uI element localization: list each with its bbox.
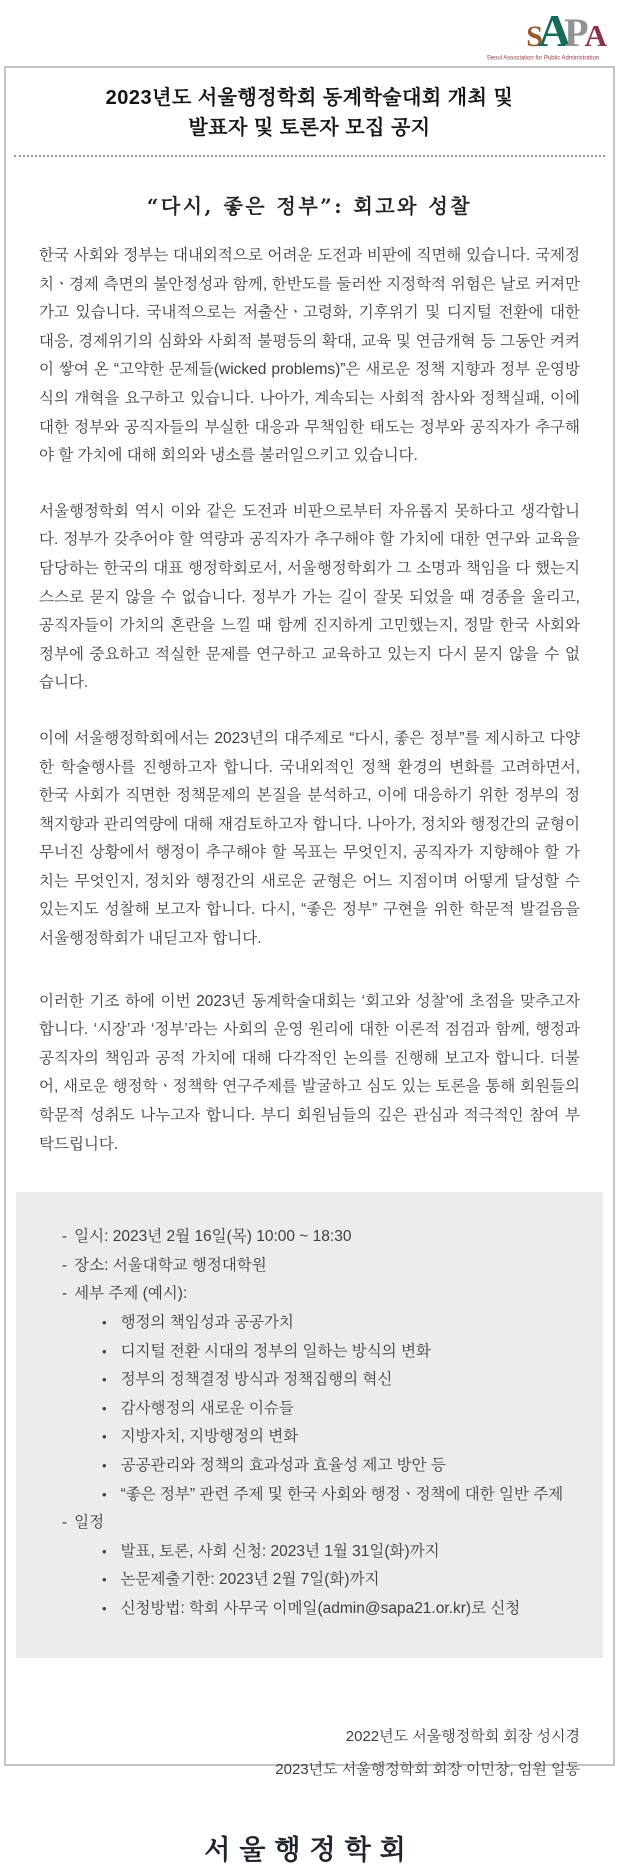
topic-item-7: • “좋은 정부” 관련 주제 및 한국 사회와 행정ㆍ정책에 대한 일반 주제 xyxy=(36,1481,585,1510)
topic-item-2: • 디지털 전환 시대의 정부의 일하는 방식의 변화 xyxy=(36,1338,585,1367)
paragraph-3: 이에 서울행정학회에서는 2023년의 대주제로 “다시, 좋은 정부”를 제시하고 다양한 학술행사를 진행하고자 합니다. 국내외적인 정책 환경의 변화를 고려하면서, 한국 사회가 직면한 정책문제의 본질을 분석하고, 이에 대응하기 위한 정부의 정책지향과 관리역량에 대해 재검토하고자 합니다. 나아가, 정치와 행정간의 균형이 무너진 상황에서 행정이 추구해야 할 목표는 무엇인지, 공직자가 지향해야 할 가치는 무엇인지, 정치와 행정간의 새로운 균형은 어느 지점이며 어떻게 달성할 수 있는지도 성찰해 보고자 합니다. 다시, “좋은 정부” 구현을 위한 학문적 발걸음을 서울행정학회가 내딛고자 합니다. xyxy=(39,729,580,948)
dash-marker: - xyxy=(62,1228,68,1246)
event-info-box xyxy=(16,1192,603,1657)
logo-letter-s: S xyxy=(526,20,543,53)
logo-tagline: Seoul Association for Public Administration xyxy=(486,55,600,61)
dash-marker: - xyxy=(62,1256,68,1274)
paragraph-1: 한국 사회와 정부는 대내외적으로 어려운 도전과 비판에 직면해 있습니다. 국제정치ㆍ경제 측면의 불안정성과 함께, 한반도를 둘러싼 지정학적 위험은 날로 커져만 가고 있습니다. 국내적으로는 저출산ㆍ고령화, 기후위기 및 디지털 전환에 대한 대응, 경제위기의 심화와 사회적 불평등의 확대, 교육 및 연금개혁 등 그동안 켜켜이 쌓여 온 “고약한 문제들(wicked problems)”은 새로운 정책 지향과 정부 운영방식의 개혁을 요구하고 있습니다. 나아가, 계속되는 사회적 참사와 정책실패, 이에 대한 정부와 공직자들의 부실한 대응과 무책임한 태도는 정부와 공직자가 추구해야 할 가치에 대해 회의와 냉소를 불러일으키고 있습니다. xyxy=(39,247,580,465)
dash-marker: - xyxy=(62,1514,68,1532)
sapa-logo-letters xyxy=(477,5,607,56)
document-frame xyxy=(4,66,615,1866)
document-title-line2: 발표자 및 토론자 모집 공지 xyxy=(188,117,431,139)
dash-marker: - xyxy=(62,1285,68,1303)
topic-item-5: • 지방자치, 지방행정의 변화 xyxy=(36,1423,585,1452)
topic-item-3: • 정부의 정책결정 방식과 정책집행의 혁신 xyxy=(36,1366,585,1395)
bullet-marker: • xyxy=(102,1429,107,1445)
signature-block xyxy=(6,1720,613,1786)
info-line-topics-header: - 세부 주제 (예시): xyxy=(36,1280,585,1309)
body-content xyxy=(6,242,613,1159)
signature-line-2023-president: 2023년도 서울행정학회 회장 이민창, 임원 일동 xyxy=(275,1760,580,1778)
topic-item-1: • 행정의 책임성과 공공가치 xyxy=(36,1309,585,1338)
topic-item-6: • 공공관리와 정책의 효과성과 효율성 제고 방안 등 xyxy=(36,1452,585,1481)
paragraph-2: 서울행정학회 역시 이와 같은 도전과 비판으로부터 자유롭지 못하다고 생각합니다. 정부가 갖추어야 할 역량과 공직자가 추구해야 할 가치에 대한 연구와 교육을 담당하는 한국의 대표 행정학회로서, 서울행정학회가 그 소명과 책임을 다 했는지 스스로 묻지 않을 수 없습니다. 정부가 가는 길이 잘못 되었을 때 경종을 울리고, 공직자들이 가치의 혼란을 느낄 때 함께 진지하게 고민했는지, 정말 한국 사회와 정부에 중요하고 적실한 문제를 연구하고 교육하고 있는지 다시 묻지 않을 수 없습니다. xyxy=(39,502,580,692)
dotted-divider xyxy=(14,155,605,157)
bullet-marker: • xyxy=(102,1572,107,1588)
info-line-schedule-header: - 일정 xyxy=(36,1509,585,1538)
bullet-marker: • xyxy=(102,1600,107,1616)
bullet-marker: • xyxy=(102,1486,107,1502)
schedule-item-2: • 논문제출기한: 2023년 2월 7일(화)까지 xyxy=(36,1566,585,1595)
document-title xyxy=(6,83,613,143)
bullet-marker: • xyxy=(102,1315,107,1330)
logo-letter-p: P xyxy=(564,10,589,55)
signature-line-2022-president: 2022년도 서울행정학회 회장 성시경 xyxy=(345,1727,580,1745)
schedule-item-3: • 신청방법: 학회 사무국 이메일(admin@sapa21.or.kr)로 신청 xyxy=(36,1595,585,1624)
info-line-datetime: - 일시: 2023년 2월 16일(목) 10:00 ~ 18:30 xyxy=(36,1223,585,1252)
topic-item-4: • 감사행정의 새로운 이슈들 xyxy=(36,1395,585,1424)
bullet-marker: • xyxy=(102,1543,107,1559)
paragraph-4: 이러한 기조 하에 이번 2023년 동계학술대회는 ‘회고와 성찰’에 초점을 맞추고자 합니다. ‘시장’과 ‘정부’라는 사회의 운영 원리에 대한 이론적 점검과 함께, 행정과 공직자의 책임과 공적 가치에 대해 다각적인 논의를 진행해 보고자 합니다. 더불어, 새로운 행정학ㆍ정책학 연구주제를 발굴하고 심도 있는 토론을 통해 회원들의 학문적 성취도 나누고자 합니다. 부디 회원님들의 깊은 관심과 적극적인 참여 부탁드립니다. xyxy=(39,992,580,1153)
logo-letter-a2: A xyxy=(584,18,607,53)
conference-theme-subtitle: “다시, 좋은 정부”: 회고와 성찰 xyxy=(146,194,473,218)
document-title-line1: 2023년도 서울행정학회 동계학술대회 개최 및 xyxy=(105,87,514,109)
sapa-logo xyxy=(477,5,607,62)
bullet-marker: • xyxy=(102,1372,107,1388)
schedule-item-1: • 발표, 토론, 사회 신청: 2023년 1월 31일(화)까지 xyxy=(36,1538,585,1567)
bullet-marker: • xyxy=(102,1457,107,1473)
info-line-venue: - 장소: 서울대학교 행정대학원 xyxy=(36,1252,585,1281)
bullet-marker: • xyxy=(102,1343,107,1359)
logo-letter-a1: A xyxy=(537,5,572,56)
bullet-marker: • xyxy=(102,1400,107,1416)
society-name-calligraphy: 서울행정학회 xyxy=(204,1834,415,1866)
